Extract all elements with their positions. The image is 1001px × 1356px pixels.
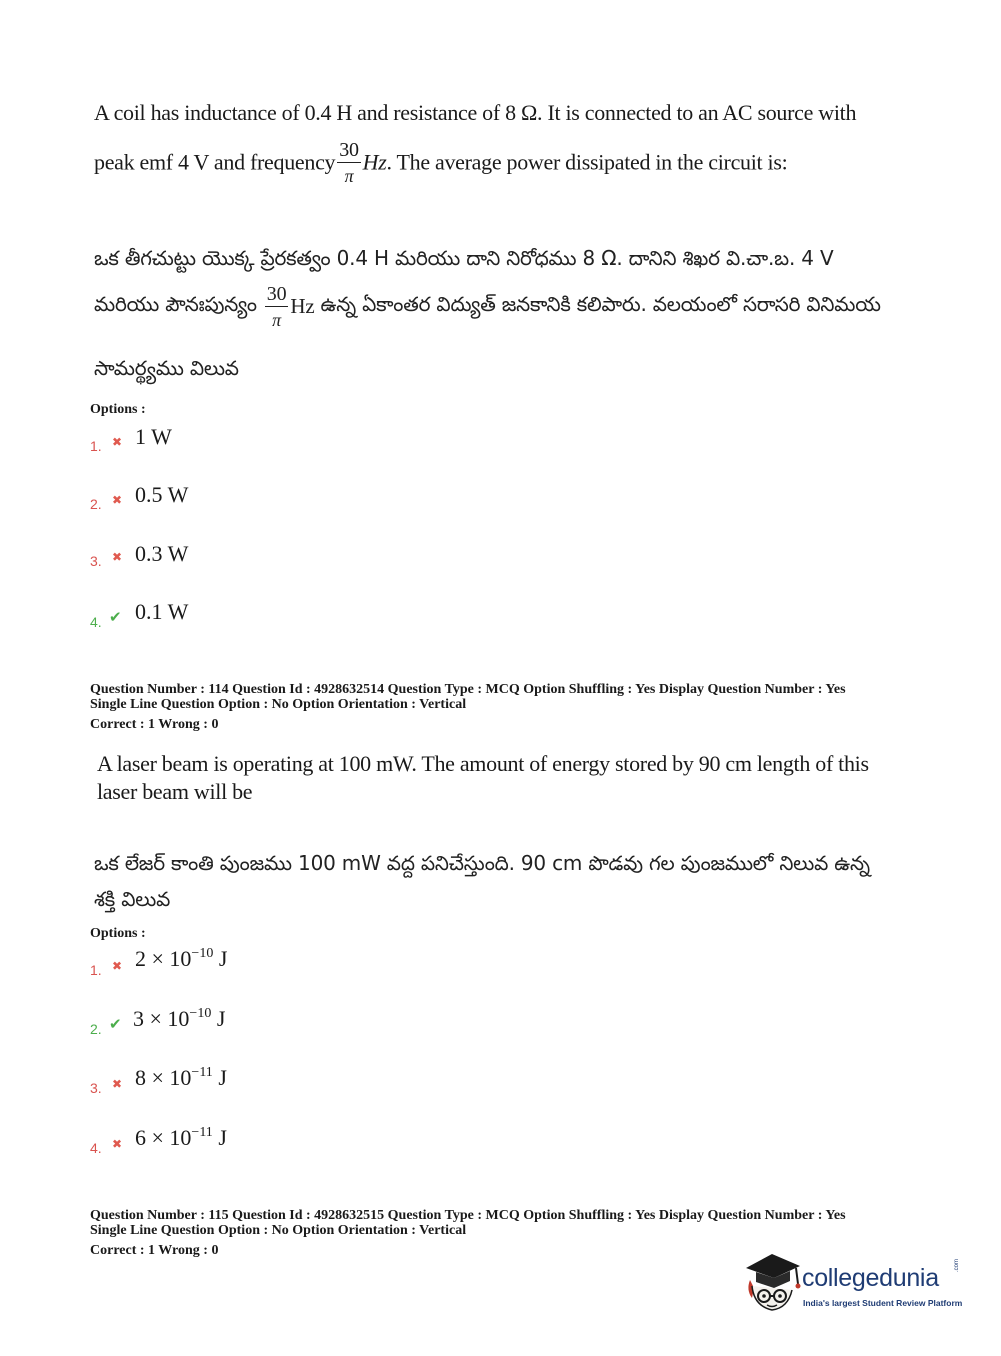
option-number: 1. <box>90 962 102 978</box>
option-text: 0.1 W <box>135 599 189 624</box>
telugu-text-pre: మరియు పౌనఃపున్యం <box>94 292 257 316</box>
wrong-mark-icon: ✖ <box>112 435 123 449</box>
option-number: 4. <box>90 1140 102 1156</box>
wrong-mark-icon: ✖ <box>112 959 123 973</box>
option-unit: J <box>213 946 228 971</box>
option-text: 1 W <box>135 424 172 449</box>
correct-check-icon: ✔ <box>109 1015 122 1033</box>
option-base: 2 × 10 <box>135 946 192 971</box>
unit-hz-italic: Hz <box>362 149 387 175</box>
telugu-unit-hz: Hz <box>290 294 315 318</box>
logo-suffix: .com <box>954 1258 960 1272</box>
option-number: 2. <box>90 496 102 512</box>
option-text <box>135 946 227 972</box>
option-exponent: −10 <box>189 1006 212 1021</box>
option-base: 3 × 10 <box>133 1006 190 1031</box>
option-unit: J <box>212 1065 227 1090</box>
question-113-english-line1: A coil has inductance of 0.4 H and resistance of 8 Ω. It is connected to an AC source with <box>94 100 857 125</box>
option-text <box>135 1125 227 1151</box>
option-number: 4. <box>90 614 102 630</box>
meta-line3: Correct : 1 Wrong : 0 <box>90 1243 219 1258</box>
option-base: 6 × 10 <box>135 1125 192 1150</box>
option-text <box>135 1065 227 1091</box>
telugu-text-post: ఉన్న ఏకాంతర విద్యుత్ జనకానికి కలిపారు. వలయంలో సరాసరి వినిమయ <box>320 292 881 316</box>
option-unit: J <box>212 1125 227 1150</box>
logo-tagline: India's largest Student Review Platform <box>803 1298 963 1308</box>
option-base: 8 × 10 <box>135 1065 192 1090</box>
wrong-mark-icon: ✖ <box>112 1137 123 1151</box>
fraction-numerator: 30 <box>339 139 359 161</box>
wrong-mark-icon: ✖ <box>112 1077 123 1091</box>
option-exponent: −10 <box>191 946 214 961</box>
option-text: 0.3 W <box>135 541 189 566</box>
meta-line2: Single Line Question Option : No Option Orientation : Vertical <box>90 697 467 712</box>
meta-line2: Single Line Question Option : No Option Orientation : Vertical <box>90 1223 467 1238</box>
wrong-mark-icon: ✖ <box>112 550 123 564</box>
meta-line1: Question Number : 114 Question Id : 4928632514 Question Type : MCQ Option Shuffling : Yes Display Question Number : Yes <box>90 682 846 697</box>
telugu-fraction-numerator: 30 <box>266 283 287 305</box>
question-113-telugu-line1: ఒక తీగచుట్టు యొక్క ప్రేరకత్వం 0.4 H మరియు దాని నిరోధము 8 Ω. దానిని శిఖర వి.చా.బ. 4 V <box>94 246 834 270</box>
option-text <box>133 1006 225 1032</box>
option-number: 2. <box>90 1021 102 1037</box>
mascot-icon <box>742 1250 804 1316</box>
question-114-telugu-line2: శక్తి విలువ <box>94 887 171 911</box>
option-number: 3. <box>90 1080 102 1096</box>
question-113-telugu-line2 <box>94 284 881 329</box>
option-exponent: −11 <box>191 1065 213 1080</box>
question-114-english-line2: laser beam will be <box>97 779 253 804</box>
fraction-denominator: π <box>344 166 354 186</box>
options-label: Options : <box>90 926 146 941</box>
question-113-text-post: . The average power dissipated in the circuit is: <box>386 149 788 175</box>
options-label: Options : <box>90 402 146 417</box>
option-text: 0.5 W <box>135 482 189 507</box>
question-113-text-pre: peak emf 4 V and frequency <box>94 149 336 175</box>
question-113-english-line2 <box>94 140 787 185</box>
logo-name: collegedunia <box>802 1264 939 1292</box>
frequency-fraction <box>337 140 360 185</box>
option-number: 3. <box>90 553 102 569</box>
question-114-meta <box>90 682 846 732</box>
option-exponent: −11 <box>191 1125 213 1140</box>
telugu-fraction-denominator: π <box>272 310 281 330</box>
telugu-frequency-fraction <box>265 284 289 329</box>
option-number: 1. <box>90 438 102 454</box>
question-115-meta <box>90 1208 846 1258</box>
option-unit: J <box>211 1006 226 1031</box>
question-114-telugu-line1: ఒక లేజర్ కాంతి పుంజము 100 mW వద్ద పనిచేస్తుంది. 90 cm పొడవు గల పుంజములో నిలువ ఉన్న <box>94 851 870 875</box>
meta-line1: Question Number : 115 Question Id : 4928632515 Question Type : MCQ Option Shuffling : Yes Display Question Number : Yes <box>90 1208 846 1223</box>
question-113-telugu-line3: సామర్థ్యము విలువ <box>94 356 239 380</box>
wrong-mark-icon: ✖ <box>112 493 123 507</box>
question-114-english-line1: A laser beam is operating at 100 mW. The amount of energy stored by 90 cm length of this <box>97 751 869 776</box>
correct-check-icon: ✔ <box>109 608 122 626</box>
collegedunia-logo <box>742 1250 967 1316</box>
meta-line3: Correct : 1 Wrong : 0 <box>90 717 219 732</box>
